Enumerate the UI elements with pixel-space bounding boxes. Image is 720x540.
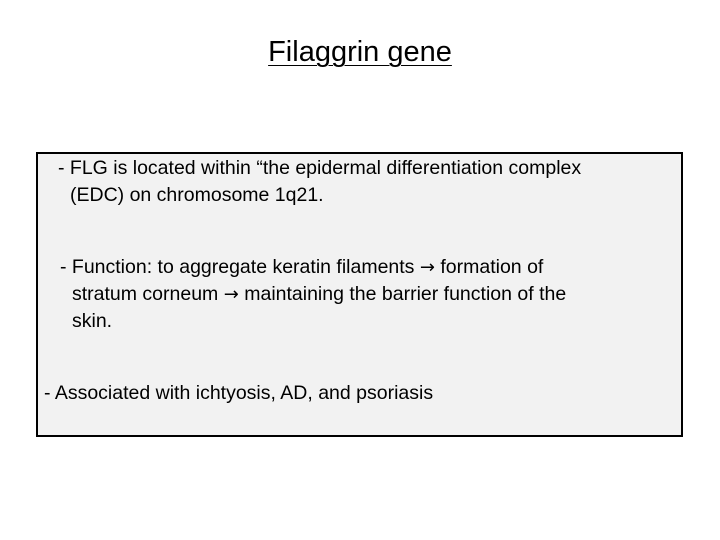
bullet-line: skin.	[72, 310, 113, 332]
bullet-associations	[44, 380, 433, 407]
bullet-text: maintaining the barrier function of the	[238, 283, 567, 305]
bullet-edc-location	[58, 155, 581, 209]
bullet-line: - FLG is located within “the epidermal differentiation complex	[58, 157, 582, 179]
bullet-line	[60, 254, 566, 281]
bullet-line: (EDC) on chromosome 1q21.	[70, 184, 324, 206]
bullet-text: stratum corneum	[72, 283, 224, 305]
bullet-text: formation of	[434, 256, 544, 278]
slide-title: Filaggrin gene	[268, 36, 452, 68]
bullet-text: - Function: to aggregate keratin filaments	[60, 256, 420, 278]
bullet-line	[60, 281, 566, 308]
bullet-line: - Associated with ichtyosis, AD, and psoriasis	[44, 382, 434, 404]
arrow-right-icon: →	[223, 284, 239, 305]
arrow-right-icon: →	[419, 257, 435, 278]
bullet-function	[60, 254, 566, 335]
